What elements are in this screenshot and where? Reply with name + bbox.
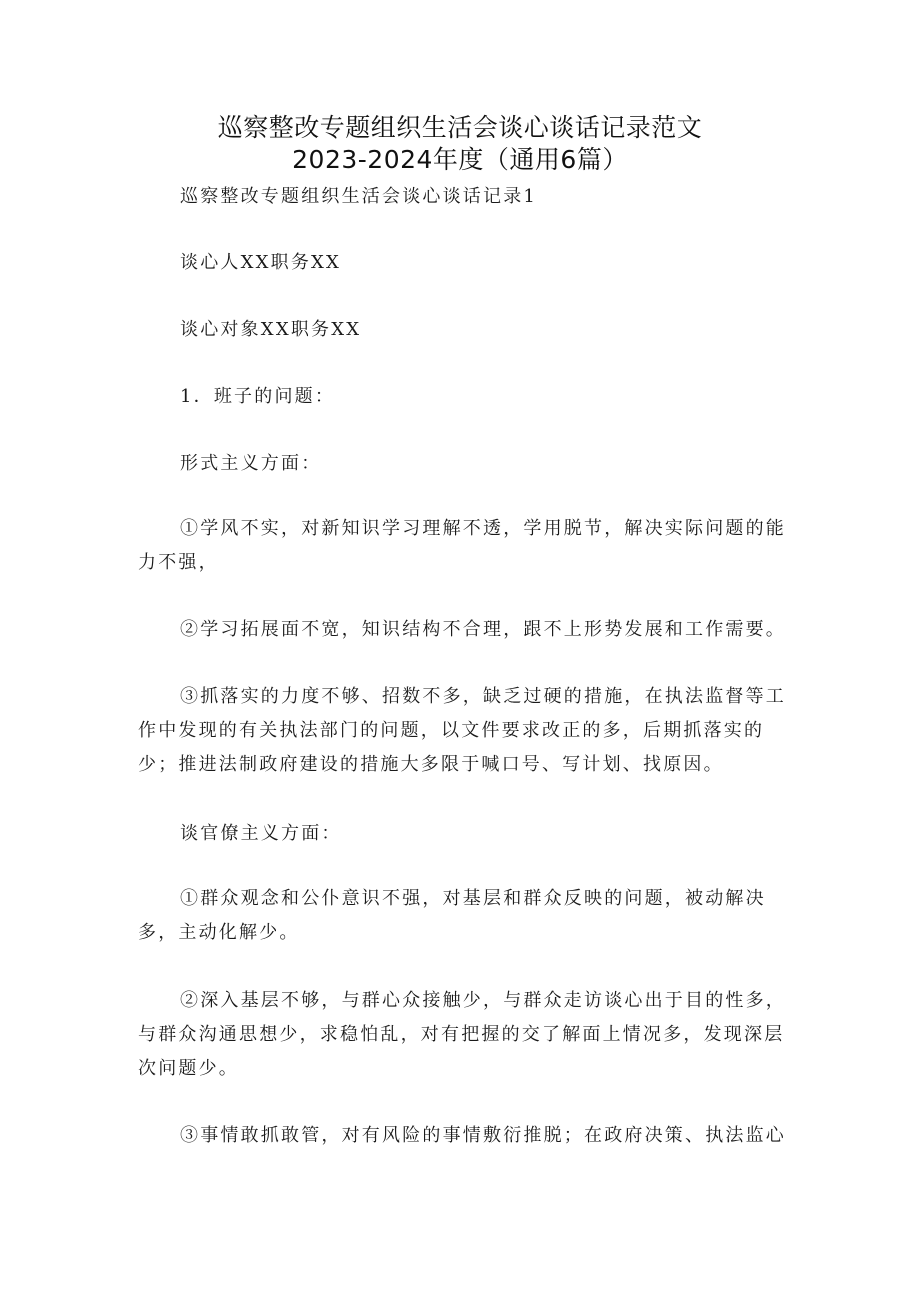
formalism-heading: 形式主义方面： [180,453,322,474]
section-heading: 1．班子的问题： [180,386,336,407]
talk-target-info: 谈心对象XX职务XX [180,319,362,340]
talker-info: 谈心人XX职务XX [180,252,342,273]
formalism-item-1: ①学风不实，对新知识学习理解不透，学用脱节，解决实际问题的能力不强， [138,518,786,573]
document-title-line-2: 2023-2024年度（通用6篇） [292,145,628,174]
bureaucracy-heading: 谈官僚主义方面： [180,823,342,844]
formalism-item-3: ③抓落实的力度不够、招数不多，缺乏过硬的措施，在执法监督等工作中发现的有关执法部门的问题，以文件要求改正的多，后期抓落实的少；推进法制政府建设的措施大多限于喊口号、写计划、找原因。 [138,686,786,775]
document-title-line-1: 巡察整改专题组织生活会谈心谈话记录范文 [217,113,703,142]
bureaucracy-item-1: ①群众观念和公仆意识不强，对基层和群众反映的问题，被动解决多，主动化解少。 [138,888,766,943]
bureaucracy-item-2: ②深入基层不够，与群心众接触少，与群众走访谈心出于目的性多，与群众沟通思想少，求稳怕乱，对有把握的交了解面上情况多，发现深层次问题少。 [138,990,786,1079]
formalism-item-2: ②学习拓展面不宽，知识结构不合理，跟不上形势发展和工作需要。 [180,619,786,640]
record-subtitle: 巡察整改专题组织生活会谈心谈话记录1 [180,186,538,207]
bureaucracy-item-3: ③事情敢抓敢管，对有风险的事情敷衍推脱；在政府决策、执法监心 [180,1125,786,1146]
